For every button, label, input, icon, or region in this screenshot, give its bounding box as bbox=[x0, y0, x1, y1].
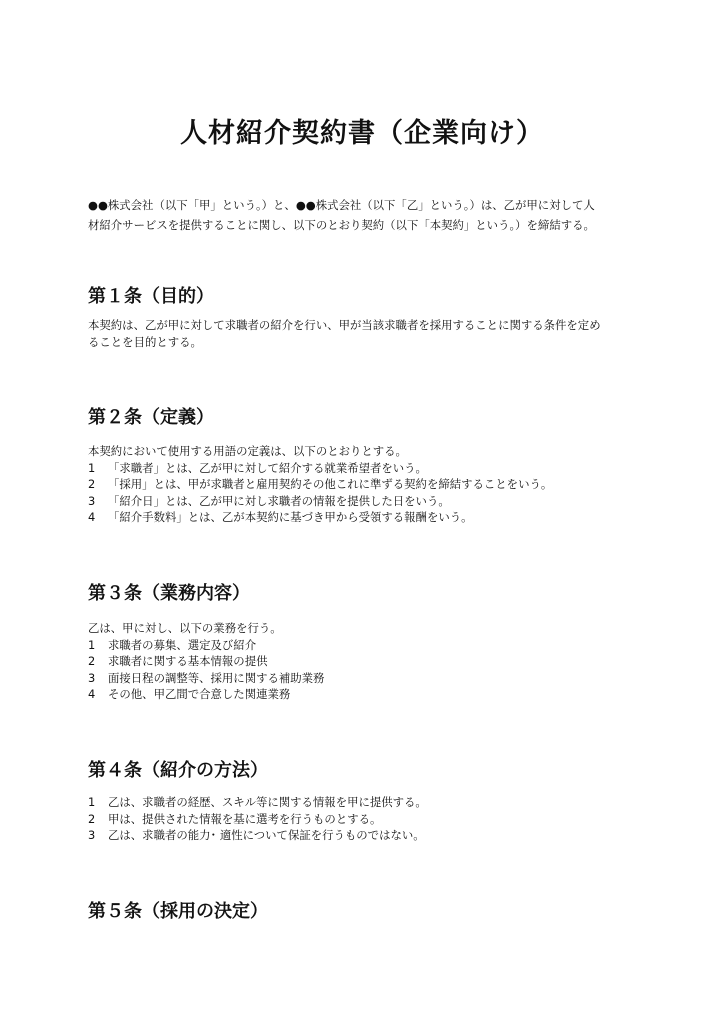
article-heading: 第３条（業務内容） bbox=[88, 583, 250, 604]
list-item bbox=[88, 670, 648, 687]
list-item bbox=[88, 476, 648, 493]
list-item bbox=[88, 653, 648, 670]
article-4 bbox=[88, 757, 648, 844]
list-item bbox=[88, 637, 648, 654]
preamble-line: 材紹介サービスを提供することに関し、以下のとおり契約（以下「本契約」という。）を締結する。 bbox=[88, 218, 595, 232]
body-line: 本契約は、乙が甲に対して求職者の紹介を行い、甲が当該求職者を採用することに関する条件を定め bbox=[88, 318, 601, 332]
item-text: 「紹介手数料」とは、乙が本契約に基づき甲から受領する報酬をいう。 bbox=[108, 510, 473, 524]
article-5 bbox=[88, 898, 648, 926]
method-list bbox=[88, 794, 648, 844]
item-number: 2 bbox=[88, 477, 96, 491]
item-number: 1 bbox=[88, 795, 96, 809]
body-line: ることを目的とする。 bbox=[88, 334, 202, 349]
item-text: 甲は、提供された情報を基に選考を行うものとする。 bbox=[108, 811, 382, 826]
article-3 bbox=[88, 580, 648, 703]
item-text: 乙は、求職者の経歴、スキル等に関する情報を甲に提供する。 bbox=[108, 795, 427, 809]
list-item bbox=[88, 686, 648, 703]
duties-list bbox=[88, 620, 648, 703]
list-item bbox=[88, 811, 648, 828]
article-body bbox=[88, 317, 648, 350]
list-item bbox=[88, 509, 648, 526]
definition-list bbox=[88, 443, 648, 526]
item-number: 3 bbox=[88, 670, 96, 685]
article-heading: 第１条（目的） bbox=[88, 286, 214, 307]
item-number: 1 bbox=[88, 460, 96, 475]
list-item bbox=[88, 493, 648, 510]
item-text: 乙は、求職者の能力･ 適性について保証を行うものではない。 bbox=[108, 828, 425, 842]
article-2 bbox=[88, 404, 648, 526]
document-title: 人材紹介契約書（企業向け） bbox=[180, 118, 544, 149]
item-text: 「紹介日」とは、乙が甲に対し求職者の情報を提供した日をいう。 bbox=[108, 493, 450, 508]
list-item bbox=[88, 827, 648, 844]
preamble-line: ●●株式会社（以下「甲」という。）と、●●株式会社（以下「乙」という。）は、乙が甲に対して人 bbox=[88, 198, 595, 212]
article-heading: 第２条（定義） bbox=[88, 407, 214, 428]
item-number: 3 bbox=[88, 828, 96, 842]
item-text: 面接日程の調整等、採用に関する補助業務 bbox=[108, 670, 325, 685]
item-text: 「採用」とは、甲が求職者と雇用契約その他これに準ずる契約を締結することをいう。 bbox=[108, 477, 553, 491]
list-item bbox=[88, 460, 648, 477]
list-intro: 本契約において使用する用語の定義は、以下のとおりとする。 bbox=[88, 444, 407, 458]
item-number: 2 bbox=[88, 654, 96, 668]
article-heading: 第５条（採用の決定） bbox=[88, 901, 268, 922]
item-text: 求職者に関する基本情報の提供 bbox=[108, 654, 268, 668]
item-text: 求職者の募集、選定及び紹介 bbox=[108, 637, 257, 652]
item-number: 4 bbox=[88, 687, 96, 701]
item-number: 3 bbox=[88, 493, 96, 508]
item-number: 2 bbox=[88, 811, 96, 826]
item-number: 1 bbox=[88, 637, 96, 652]
article-1 bbox=[88, 283, 648, 350]
article-heading: 第４条（紹介の方法） bbox=[88, 760, 268, 781]
item-text: 「求職者」とは、乙が甲に対して紹介する就業希望者をいう。 bbox=[108, 460, 427, 475]
list-item bbox=[88, 794, 648, 811]
item-number: 4 bbox=[88, 510, 96, 524]
item-text: その他、甲乙間で合意した関連業務 bbox=[108, 687, 291, 701]
list-intro: 乙は、甲に対し、以下の業務を行う。 bbox=[88, 621, 282, 635]
preamble bbox=[88, 195, 648, 235]
